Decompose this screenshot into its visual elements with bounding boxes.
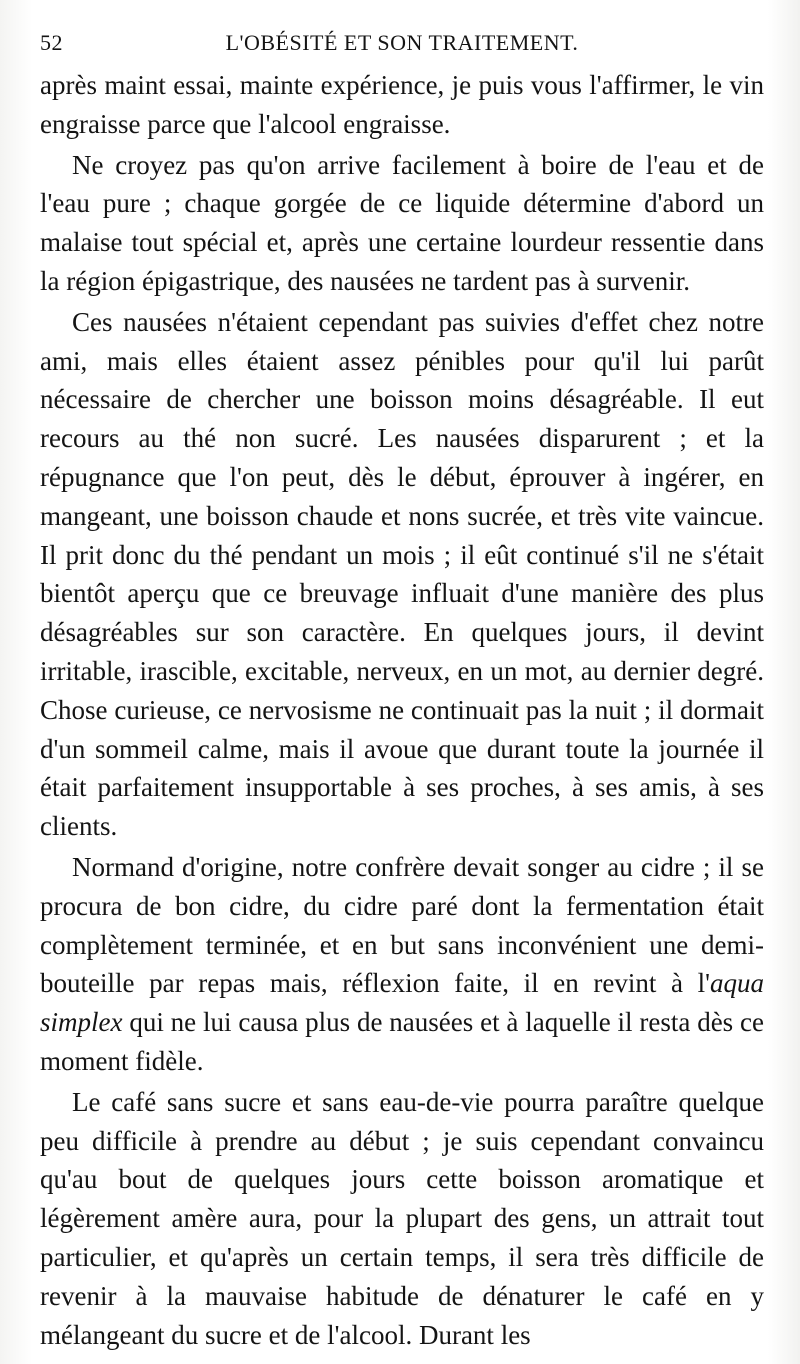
page-number: 52 bbox=[40, 30, 63, 55]
paragraph-2: Ne croyez pas qu'on arrive facilement à boire de l'eau et de l'eau pure ; chaque gorgée de ce liquide détermine d'abord un malaise tout spécial et, après une certaine lourdeur ressentie dans la région épigastrique, des nausées ne tardent pas à survenir. bbox=[40, 149, 764, 296]
paragraph-4-text-after: qui ne lui causa plus de nausées et à laquelle il resta dès ce moment fidèle. bbox=[40, 1007, 764, 1076]
paragraph-4-text-before: Normand d'origine, notre confrère devait songer au cidre ; il se procura de bon cidre, du cidre paré dont la fermentation était complètement terminée, et en but sans inconvénient une demi-bouteille par repas mais, réflexion faite, il en revint à l' bbox=[40, 851, 764, 999]
paragraph-3: Ces nausées n'étaient cependant pas suivies d'effet chez notre ami, mais elles étaient assez pénibles pour qu'il lui parût nécessaire de chercher une boisson moins désagréable. Il eut recours au thé non sucré. Les nausées disparurent ; et la répugnance que l'on peut, dès le début, éprouver à ingérer, en mangeant, une boisson chaude et nons sucrée, et très vite vaincue. Il prit donc du thé pendant un mois ; il eût continué s'il ne s'était bientôt aperçu que ce breuvage influait d'une manière des plus désagréables sur son caractère. En quelques jours, il devint irritable, irascible, excitable, nerveux, en un mot, au dernier degré. Chose curieuse, ce nervosisme ne continuait pas la nuit ; il dormait d'un sommeil calme, mais il avoue que durant toute la journée il était parfaitement insupportable à ses proches, à ses amis, à ses clients. bbox=[40, 306, 764, 842]
latin-phrase: aqua simplex bbox=[40, 968, 764, 1038]
running-head bbox=[40, 30, 764, 66]
paragraph-5: Le café sans sucre et sans eau-de-vie pourra paraître quelque peu difficile à prendre au début ; je suis cependant convaincu qu'au bout de quelques jours cette boisson aromatique et légèrement amère aura, pour la plupart des gens, un attrait tout particulier, et qu'après un certain temps, il sera très difficile de revenir à la mauvaise habitude de dénaturer le café en y mélangeant du sucre et de l'alcool. Durant les bbox=[40, 1086, 764, 1350]
text-body bbox=[40, 66, 764, 1354]
paragraph-4 bbox=[40, 848, 764, 1081]
paragraph-1: après maint essai, mainte expérience, je puis vous l'affirmer, le vin engraisse parce que l'alcool engraisse. bbox=[40, 70, 764, 139]
running-title: L'OBÉSITÉ ET SON TRAITEMENT. bbox=[225, 30, 579, 55]
